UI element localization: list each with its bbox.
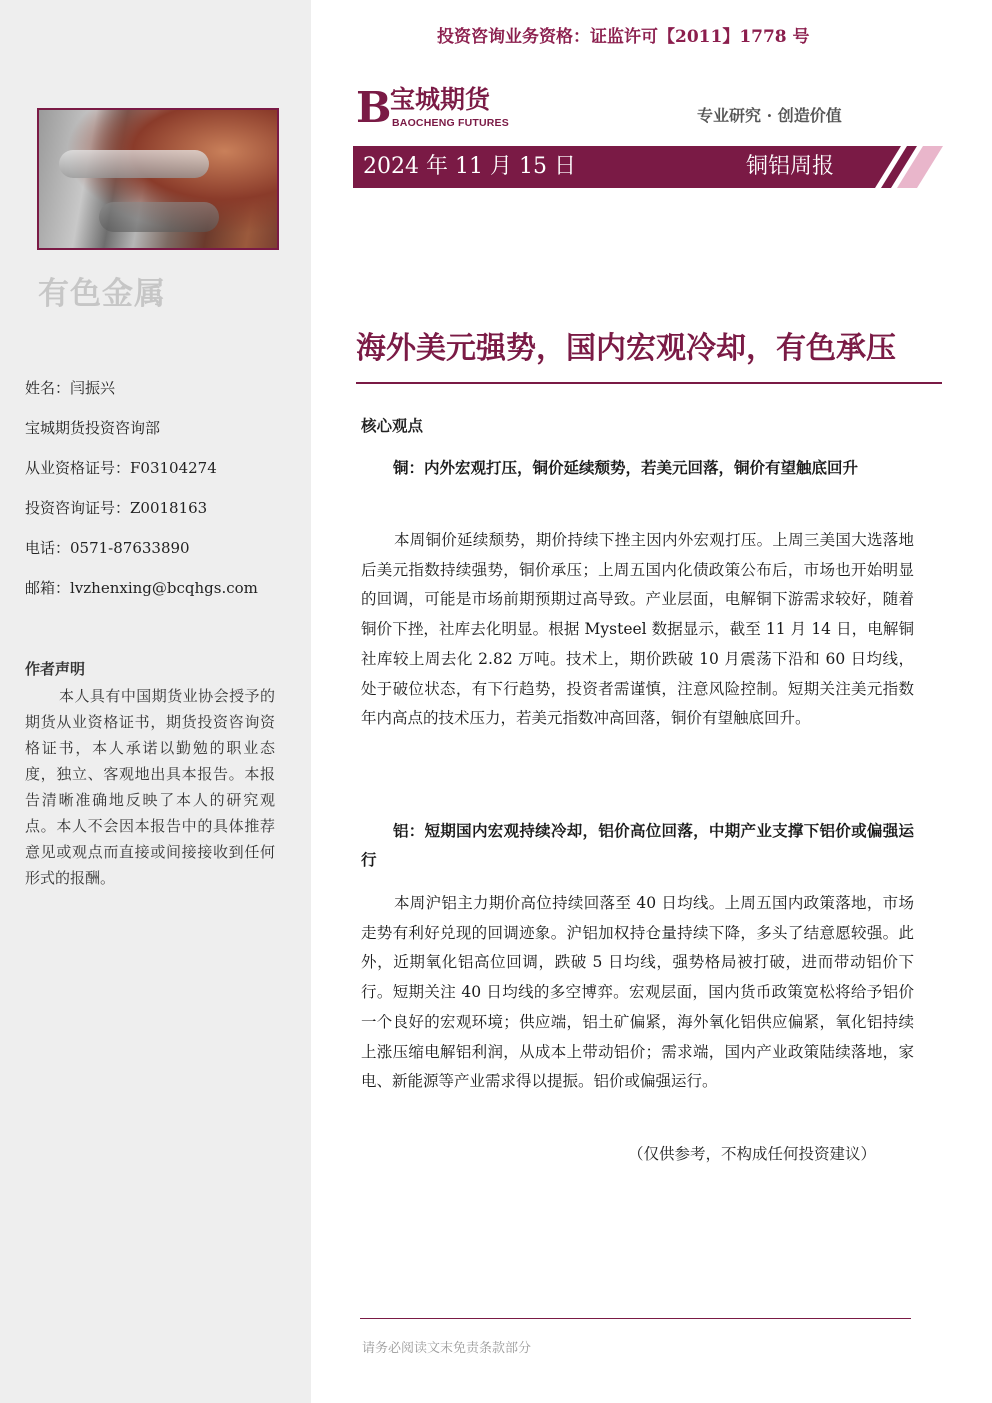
title-divider xyxy=(356,382,942,384)
aluminum-roll-graphic xyxy=(59,150,209,178)
aluminum-heading: 铝：短期国内宏观持续冷却，铝价高位回落，中期产业支撑下铝价或偏强运行 xyxy=(361,822,914,869)
author-qualification: 从业资格证号：F03104274 xyxy=(25,459,217,477)
cover-photo xyxy=(37,108,279,250)
author-name: 姓名：闫振兴 xyxy=(25,379,116,397)
company-logo xyxy=(356,83,526,132)
author-consulting-cert: 投资咨询证号：Z0018163 xyxy=(25,499,208,517)
author-phone: 电话：0571-87633890 xyxy=(25,539,190,557)
aluminum-body-wrap xyxy=(361,889,914,1097)
license-text: 投资咨询业务资格：证监许可【2011】1778 号 xyxy=(437,27,810,47)
logo-cn-text: 宝城期货 xyxy=(390,85,491,114)
author-info xyxy=(25,378,295,618)
sidebar xyxy=(0,0,311,1403)
declaration-body: 本人具有中国期货业协会授予的期货从业资格证书，期货投资咨询资格证书，本人承诺以勤勉的职业态度，独立、客观地出具本报告。本报告清晰准确地反映了本人的研究观点。本人不会因本报告中的具体推荐意见或观点而直接或间接接收到任何形式的报酬。 xyxy=(25,687,275,887)
author-email[interactable]: 邮箱：lvzhenxing@bcqhgs.com xyxy=(25,579,258,597)
declaration-title: 作者声明 xyxy=(25,660,86,678)
copper-section xyxy=(361,454,914,483)
logo-b-icon: B xyxy=(356,83,392,132)
disclaimer-note: （仅供参考，不构成任何投资建议） xyxy=(628,1145,877,1163)
aluminum-section xyxy=(361,817,914,875)
aluminum-body: 本周沪铝主力期价高位持续回落至 40 日均线。上周五国内政策落地，市场走势有利好兑现的回调迹象。沪铝加权持仓量持续下降，多头了结意愿较强。此外，近期氧化铝高位回调，跌破 5 日均线，强势格局被打破，进而带动铝价下行。短期关注 40 日均线的多空博弈。宏观层面，国内货币政策宽松将给予铝价一个良好的宏观环境；供应端，铝土矿偏紧，海外氧化铝供应偏紧，氧化铝持续上涨压缩电解铝利润，从成本上带动铝价；需求端，国内产业政策陆续落地，家电、新能源等产业需求得以提振。铝价或偏强运行。 xyxy=(361,894,914,1091)
copper-body: 本周铜价延续颓势，期价持续下挫主因内外宏观打压。上周三美国大选落地后美元指数持续强势，铜价承压；上周五国内化债政策公布后，市场也开始明显的回调，可能是市场前期预期过高导致。产业层面，电解铜下游需求较好，随着铜价下挫，社库去化明显。根据 Mysteel 数据显示，截至 11 月 14 日，电解铜社库较上周去化 2.82 万吨。技术上，期价跌破 10 月震荡下沿和 60 日均线，处于破位状态，有下行趋势，投资者需谨慎，注意风险控制。短期关注美元指数年内高点的技术压力，若美元指数冲高回落，铜价有望触底回升。 xyxy=(361,531,914,728)
footer-text: 请务必阅读文末免责条款部分 xyxy=(362,1341,532,1356)
metal-roll-graphic xyxy=(99,202,219,232)
core-heading-wrap xyxy=(361,414,914,436)
copper-heading: 铜：内外宏观打压，铜价延续颓势，若美元回落，铜价有望触底回升 xyxy=(393,459,859,477)
logo-en-text: BAOCHENG FUTURES xyxy=(392,117,509,129)
report-title: 海外美元强势，国内宏观冷却，有色承压 xyxy=(356,331,896,366)
date-banner xyxy=(353,146,943,188)
report-date: 2024 年 11 月 15 日 xyxy=(363,154,576,179)
report-type: 铜铝周报 xyxy=(746,154,835,179)
copper-body-wrap xyxy=(361,526,914,734)
author-department: 宝城期货投资咨询部 xyxy=(25,419,161,437)
category-label: 有色金属 xyxy=(38,276,166,312)
footer-divider xyxy=(360,1318,911,1319)
core-heading: 核心观点 xyxy=(361,417,424,435)
slogan: 专业研究 · 创造价值 xyxy=(697,106,842,125)
